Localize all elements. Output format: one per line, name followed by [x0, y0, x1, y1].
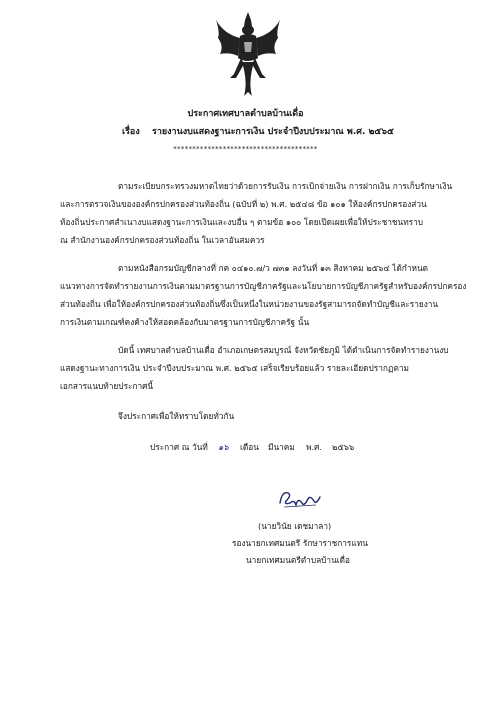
closing-statement: จึงประกาศเพื่อให้ทราบโดยทั่วกัน: [118, 411, 235, 421]
separator-stars: **************************************: [173, 145, 318, 153]
handwritten-signature-icon: [276, 487, 322, 511]
paragraph-2-line-2: แนวทางการจัดทำรายงานการเงินตามมาตรฐานการบัญชีภาครัฐและนโยบายการบัญชีภาครัฐสำหรับองค์กรปกครอง: [60, 281, 467, 291]
announce-day: ๑๖: [218, 442, 229, 452]
announce-prefix: ประกาศ ณ วันที่: [150, 442, 208, 452]
paragraph-1-line-1: ตามระเบียบกระทรวงมหาดไทยว่าด้วยการรับเงิน การเบิกจ่ายเงิน การฝากเงิน การเก็บรักษาเงิน: [118, 181, 453, 191]
announcement-title: ประกาศเทศบาลตำบลบ้านเดื่อ: [187, 109, 304, 119]
paragraph-1-line-4: ณ สำนักงานองค์กรปกครองส่วนท้องถิ่น ในเวลาอันสมควร: [60, 235, 265, 245]
garuda-emblem-icon: [214, 12, 282, 100]
announce-year-label: พ.ศ.: [306, 442, 323, 452]
paragraph-3-line-3: เอกสารแนบท้ายประกาศนี้: [60, 381, 154, 391]
announce-month: มีนาคม: [268, 442, 295, 452]
paragraph-2-line-4: การเงินตามเกณฑ์คงค้างให้สอดคล้องกับมาตรฐานการบัญชีภาครัฐ นั้น: [60, 317, 310, 327]
paragraph-2-line-1: ตามหนังสือกรมบัญชีกลางที่ กค ๐๔๑๐.๗/ว ๗๓๑ ลงวันที่ ๑๓ สิงหาคม ๒๕๖๔ ได้กำหนด: [118, 263, 429, 273]
announce-year: ๒๕๖๖: [332, 442, 355, 452]
subject-text: รายงานงบแสดงฐานะการเงิน ประจำปีงบประมาณ พ.ศ. ๒๕๖๕: [152, 127, 394, 137]
paragraph-1-line-2: และการตรวจเงินขององค์กรปกครองส่วนท้องถิ่น (ฉบับที่ ๒) พ.ศ. ๒๕๔๘ ข้อ ๑๐๑ ให้องค์กรปกครองส่วน: [60, 199, 427, 209]
signer-position-1: รองนายกเทศมนตรี รักษาราชการแทน: [232, 538, 368, 548]
signer-position-2: นายกเทศมนตรีตำบลบ้านเดื่อ: [246, 555, 350, 565]
paragraph-1-line-3: ท้องถิ่นประกาศสำเนางบแสดงฐานะการเงินและงบอื่น ๆ ตามข้อ ๑๐๐ โดยเปิดเผยเพื่อให้ประชาชนทราบ: [60, 217, 424, 227]
paragraph-3-line-2: แสดงฐานะทางการเงิน ประจำปีงบประมาณ พ.ศ. ๒๕๖๕ เสร็จเรียบร้อยแล้ว รายละเอียดปรากฏตาม: [60, 363, 409, 373]
subject-label: เรื่อง: [122, 127, 140, 137]
paragraph-3-line-1: บัดนี้ เทศบาลตำบลบ้านเดื่อ อำเภอเกษตรสมบูรณ์ จังหวัดชัยภูมิ ได้ดำเนินการจัดทำรายงานงบ: [118, 345, 449, 355]
signer-name: (นายวินัย เดชมาลา): [258, 521, 332, 531]
paragraph-2-line-3: ส่วนท้องถิ่น เพื่อให้องค์กรปกครองส่วนท้องถิ่นซึ่งเป็นหนึ่งในหน่วยงานของรัฐสามารถจัดทำบัญชีและรายงาน: [60, 299, 439, 309]
announce-month-label: เดือน: [240, 442, 259, 452]
